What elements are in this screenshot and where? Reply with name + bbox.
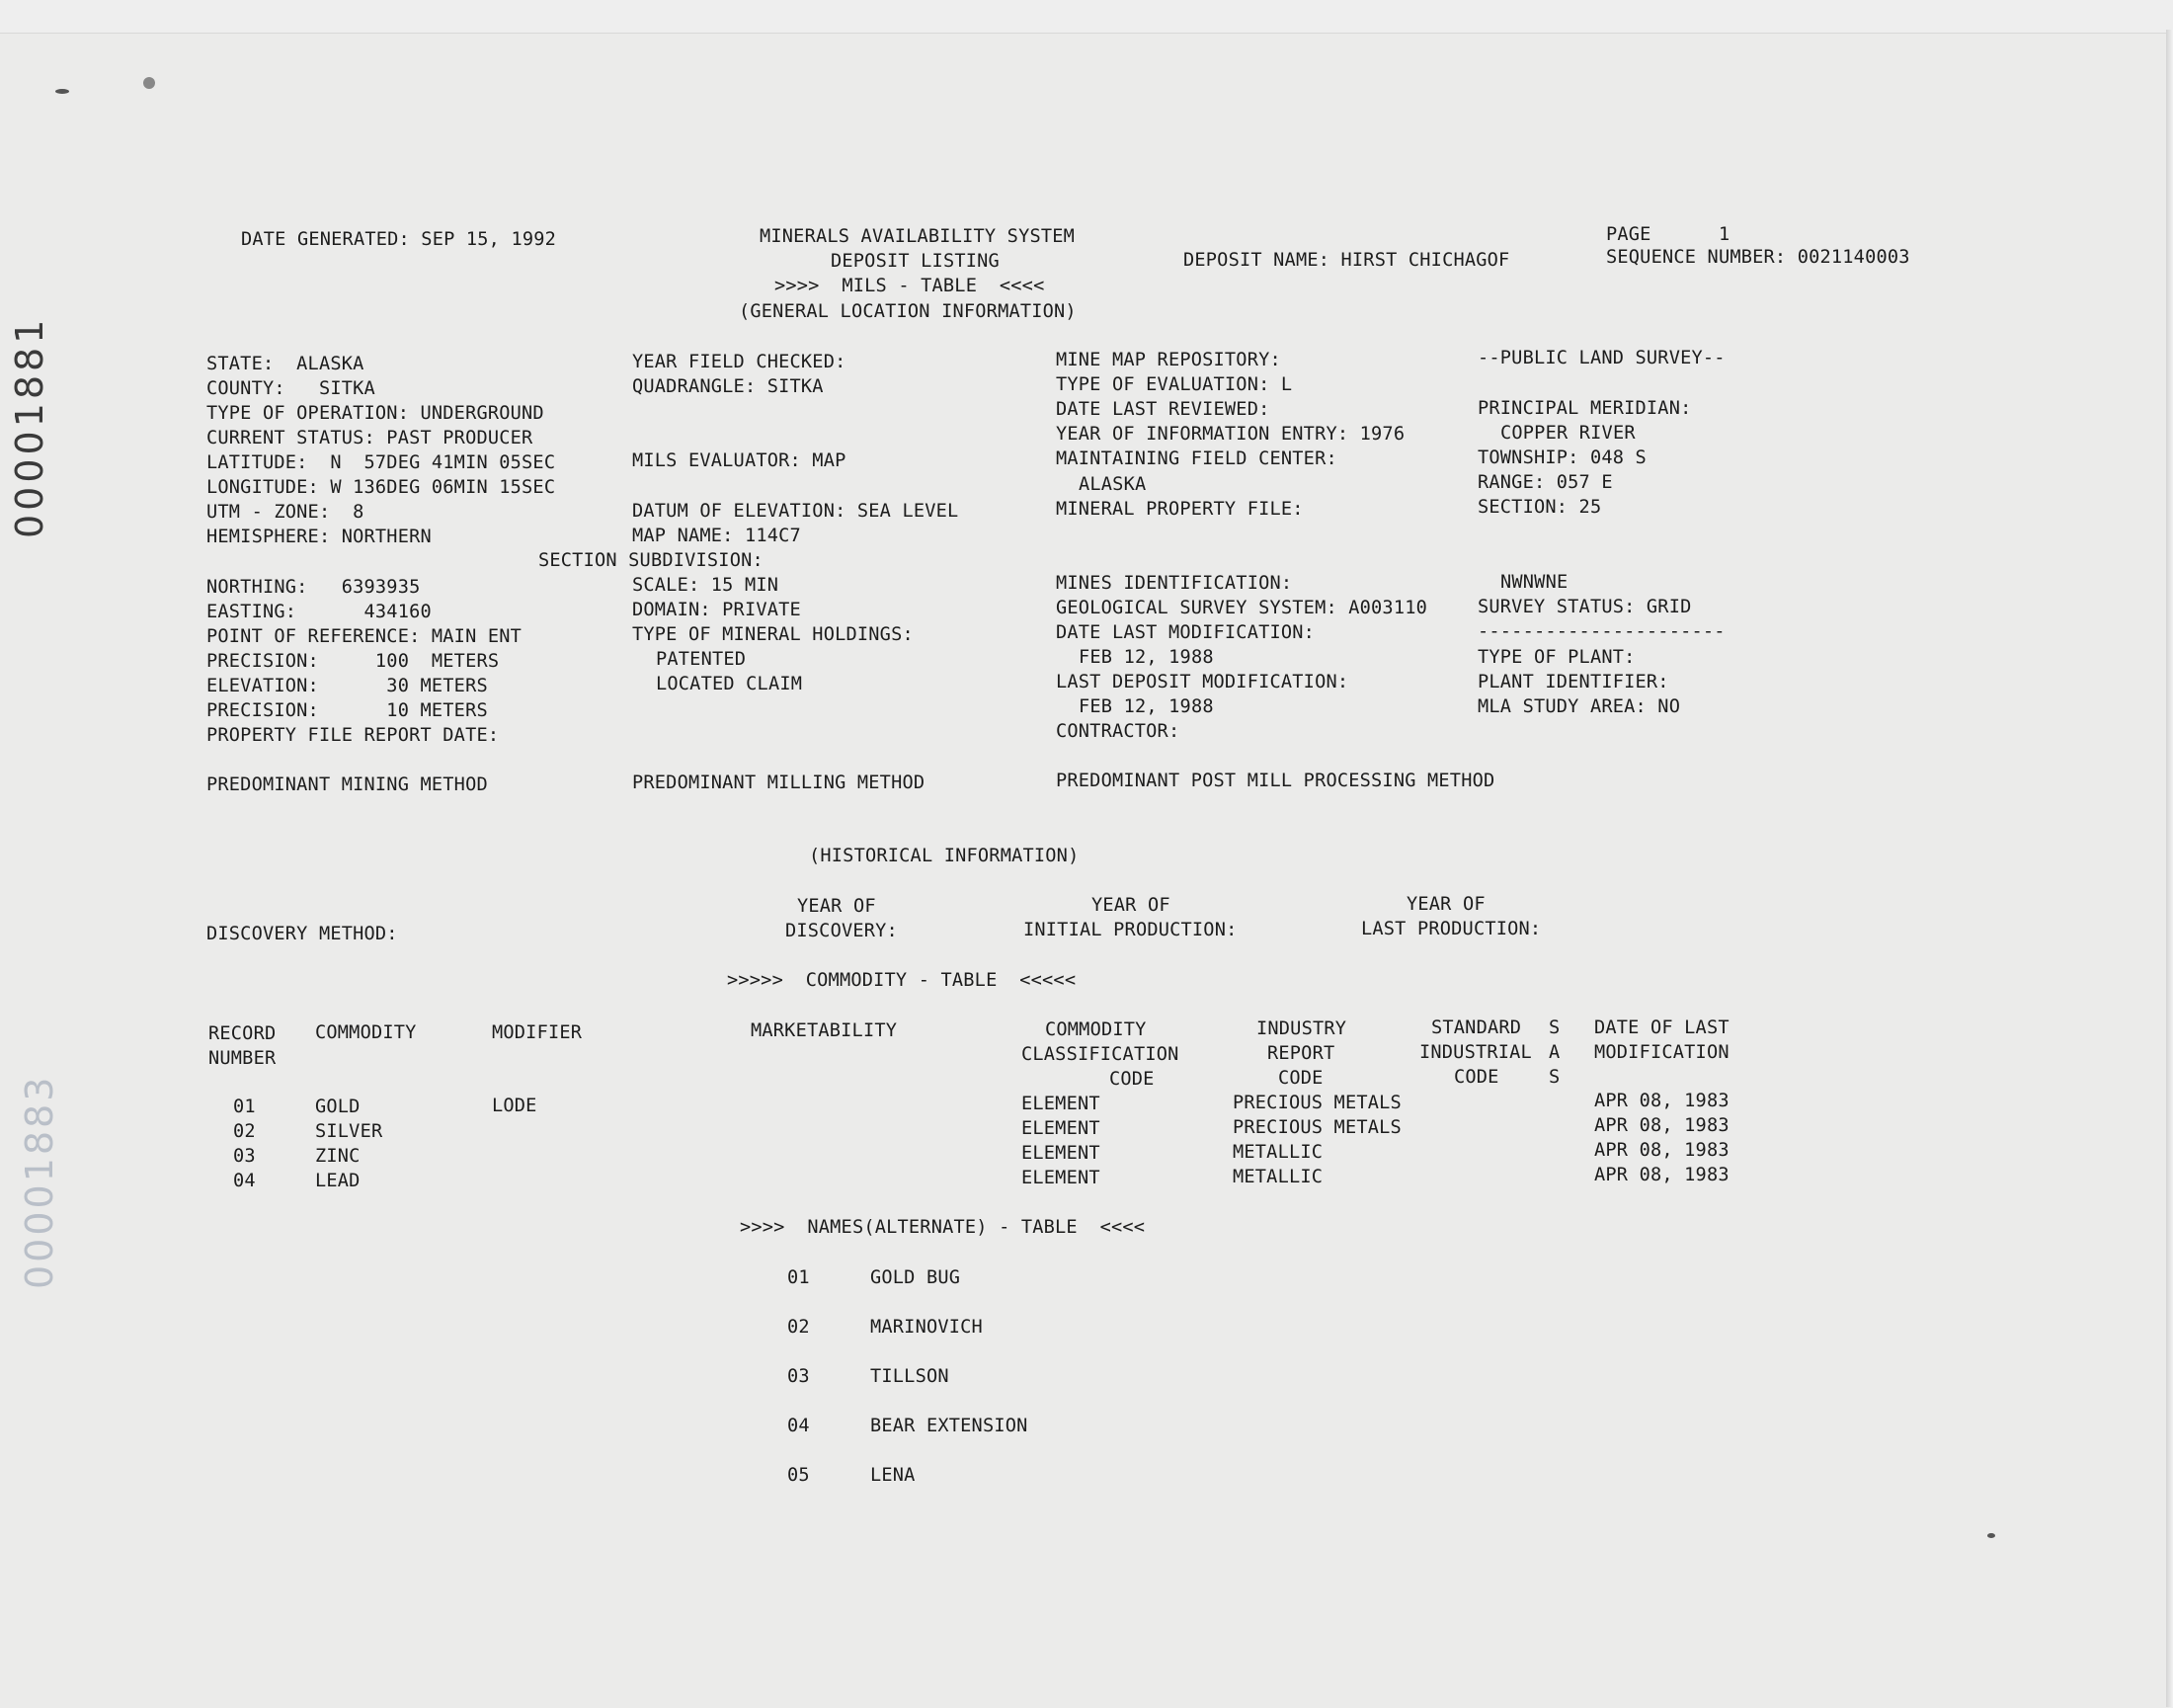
header-standard-2: INDUSTRIAL [1419, 1042, 1532, 1063]
table-row-record: 01 [233, 1097, 256, 1117]
holding-located-claim: LOCATED CLAIM [656, 674, 803, 694]
section-title: (GENERAL LOCATION INFORMATION) [739, 301, 1077, 322]
alt-name: BEAR EXTENSION [870, 1416, 1028, 1436]
alt-name-number: 03 [787, 1366, 810, 1387]
predominant-mining-method: PREDOMINANT MINING METHOD [206, 774, 488, 795]
header-number: NUMBER [208, 1048, 277, 1069]
mines-identification: MINES IDENTIFICATION: [1056, 573, 1293, 594]
header-date-2: MODIFICATION [1594, 1042, 1730, 1063]
survey-status: SURVEY STATUS: GRID [1478, 597, 1692, 617]
contractor: CONTRACTOR: [1056, 721, 1180, 742]
header-industry-1: INDUSTRY [1256, 1018, 1347, 1039]
table-row-industry: PRECIOUS METALS [1233, 1093, 1402, 1113]
alt-name-number: 04 [787, 1416, 810, 1436]
page-edge [2166, 30, 2173, 1707]
table-row-modifier: LODE [492, 1096, 537, 1116]
table-row-date: APR 08, 1983 [1594, 1140, 1730, 1161]
table-row-industry: METALLIC [1233, 1142, 1324, 1163]
commodity-table-title: >>>>> COMMODITY - TABLE <<<<< [727, 970, 1077, 991]
divider-dashes: ---------------------- [1478, 621, 1726, 642]
year-field-checked: YEAR FIELD CHECKED: [632, 352, 846, 372]
mineral-property-file: MINERAL PROPERTY FILE: [1056, 499, 1304, 520]
table-row-date: APR 08, 1983 [1594, 1115, 1730, 1136]
table-row-record: 02 [233, 1121, 256, 1142]
alt-name: MARINOVICH [870, 1317, 983, 1338]
alt-name-number: 01 [787, 1267, 810, 1288]
initial-production-label: INITIAL PRODUCTION: [1023, 920, 1238, 940]
year-of-discovery-label: YEAR OF [797, 896, 876, 917]
type-of-plant: TYPE OF PLANT: [1478, 647, 1636, 668]
header-classification-3: CODE [1109, 1069, 1155, 1090]
subdivision-value: NWNWNE [1500, 572, 1569, 593]
hemisphere: HEMISPHERE: NORTHERN [206, 527, 432, 547]
last-deposit-modification: LAST DEPOSIT MODIFICATION: [1056, 672, 1349, 692]
deposit-name: DEPOSIT NAME: HIRST CHICHAGOF [1183, 250, 1510, 271]
names-table-title: >>>> NAMES(ALTERNATE) - TABLE <<<< [740, 1217, 1146, 1238]
stamp-number: 00001881 [8, 315, 51, 538]
table-row-classification: ELEMENT [1021, 1168, 1100, 1188]
table-row-commodity: GOLD [315, 1097, 361, 1117]
longitude: LONGITUDE: W 136DEG 06MIN 15SEC [206, 477, 556, 498]
alt-name: TILLSON [870, 1366, 949, 1387]
last-production-label: LAST PRODUCTION: [1361, 919, 1542, 939]
elevation: ELEVATION: 30 METERS [206, 676, 488, 696]
quadrangle: QUADRANGLE: SITKA [632, 376, 824, 397]
alt-name-number: 05 [787, 1465, 810, 1486]
header-date-1: DATE OF LAST [1594, 1017, 1730, 1038]
table-row-industry: PRECIOUS METALS [1233, 1117, 1402, 1138]
domain: DOMAIN: PRIVATE [632, 600, 801, 620]
geological-survey-system: GEOLOGICAL SURVEY SYSTEM: A003110 [1056, 598, 1428, 618]
header-sas-3: S [1549, 1067, 1561, 1088]
current-status: CURRENT STATUS: PAST PRODUCER [206, 428, 533, 448]
page-number: PAGE 1 [1606, 224, 1730, 245]
point-of-reference: POINT OF REFERENCE: MAIN ENT [206, 626, 523, 647]
table-row-classification: ELEMENT [1021, 1143, 1100, 1164]
alt-name-number: 02 [787, 1317, 810, 1338]
predominant-post-mill-method: PREDOMINANT POST MILL PROCESSING METHOD [1056, 771, 1495, 791]
year-of-last-label: YEAR OF [1407, 894, 1486, 915]
property-file-report-date: PROPERTY FILE REPORT DATE: [206, 725, 500, 746]
table-row-date: APR 08, 1983 [1594, 1091, 1730, 1111]
discovery-method: DISCOVERY METHOD: [206, 924, 398, 944]
map-name: MAP NAME: 114C7 [632, 526, 801, 546]
table-row-commodity: ZINC [315, 1146, 361, 1167]
table-row-date: APR 08, 1983 [1594, 1165, 1730, 1185]
table-row-classification: ELEMENT [1021, 1118, 1100, 1139]
header-classification-1: COMMODITY [1045, 1019, 1147, 1040]
principal-meridian-value: COPPER RIVER [1500, 423, 1636, 444]
header-industry-2: REPORT [1267, 1043, 1335, 1064]
header-modifier: MODIFIER [492, 1022, 583, 1043]
scan-speck [143, 77, 155, 89]
table-row-record: 03 [233, 1146, 256, 1167]
year-information-entry: YEAR OF INFORMATION ENTRY: 1976 [1056, 424, 1406, 445]
mils-evaluator: MILS EVALUATOR: MAP [632, 450, 846, 471]
range: RANGE: 057 E [1478, 472, 1613, 493]
mla-study-area: MLA STUDY AREA: NO [1478, 696, 1681, 717]
header-standard-3: CODE [1454, 1067, 1499, 1088]
township: TOWNSHIP: 048 S [1478, 447, 1647, 468]
predominant-milling-method: PREDOMINANT MILLING METHOD [632, 773, 926, 793]
header-industry-3: CODE [1278, 1068, 1324, 1089]
alt-name: GOLD BUG [870, 1267, 961, 1288]
sequence-number: SEQUENCE NUMBER: 0021140003 [1606, 247, 1910, 268]
section-subdivision: SECTION SUBDIVISION: [538, 550, 764, 571]
historical-title: (HISTORICAL INFORMATION) [809, 846, 1080, 866]
header-classification-2: CLASSIFICATION [1021, 1044, 1179, 1065]
faint-stamp-number: 00001883 [18, 1074, 61, 1289]
holding-patented: PATENTED [656, 649, 747, 670]
scale: SCALE: 15 MIN [632, 575, 779, 596]
last-deposit-modification-value: FEB 12, 1988 [1079, 696, 1214, 717]
datum-of-elevation: DATUM OF ELEVATION: SEA LEVEL [632, 501, 959, 522]
mils-table-title: >>>> MILS - TABLE <<<< [774, 276, 1045, 296]
scan-speck [1987, 1533, 1995, 1538]
principal-meridian: PRINCIPAL MERIDIAN: [1478, 398, 1692, 419]
plant-identifier: PLANT IDENTIFIER: [1478, 672, 1669, 692]
table-row-commodity: SILVER [315, 1121, 383, 1142]
alt-name: LENA [870, 1465, 916, 1486]
discovery-label: DISCOVERY: [785, 921, 898, 941]
state: STATE: ALASKA [206, 354, 364, 374]
table-row-record: 04 [233, 1171, 256, 1191]
header-sas-2: A [1549, 1042, 1561, 1063]
date-last-modification: DATE LAST MODIFICATION: [1056, 622, 1316, 643]
latitude: LATITUDE: N 57DEG 41MIN 05SEC [206, 452, 556, 473]
precision-elevation: PRECISION: 10 METERS [206, 700, 488, 721]
utm-zone: UTM - ZONE: 8 [206, 502, 364, 523]
precision-horizontal: PRECISION: 100 METERS [206, 651, 500, 672]
document-page [0, 33, 2169, 1708]
mine-map-repository: MINE MAP REPOSITORY: [1056, 350, 1281, 370]
header-sas-1: S [1549, 1017, 1561, 1038]
date-generated: DATE GENERATED: SEP 15, 1992 [241, 229, 557, 250]
type-of-evaluation: TYPE OF EVALUATION: L [1056, 374, 1293, 395]
table-row-industry: METALLIC [1233, 1167, 1324, 1187]
easting: EASTING: 434160 [206, 602, 432, 622]
date-last-reviewed: DATE LAST REVIEWED: [1056, 399, 1270, 420]
listing-title: DEPOSIT LISTING [831, 251, 1000, 272]
public-land-survey: --PUBLIC LAND SURVEY-- [1478, 348, 1726, 368]
header-record: RECORD [208, 1023, 277, 1044]
operation-type: TYPE OF OPERATION: UNDERGROUND [206, 403, 544, 424]
table-row-commodity: LEAD [315, 1171, 361, 1191]
maintaining-field-center: MAINTAINING FIELD CENTER: [1056, 448, 1337, 469]
northing: NORTHING: 6393935 [206, 577, 421, 598]
field-center-value: ALASKA [1079, 474, 1147, 495]
year-of-initial-label: YEAR OF [1091, 895, 1170, 916]
scan-speck [55, 89, 69, 94]
section: SECTION: 25 [1478, 497, 1602, 518]
mineral-holdings: TYPE OF MINERAL HOLDINGS: [632, 624, 914, 645]
header-marketability: MARKETABILITY [751, 1020, 898, 1041]
header-standard-1: STANDARD [1431, 1017, 1522, 1038]
table-row-classification: ELEMENT [1021, 1094, 1100, 1114]
date-last-modification-value: FEB 12, 1988 [1079, 647, 1214, 668]
header-commodity: COMMODITY [315, 1022, 417, 1043]
system-title: MINERALS AVAILABILITY SYSTEM [760, 226, 1076, 247]
county: COUNTY: SITKA [206, 378, 375, 399]
